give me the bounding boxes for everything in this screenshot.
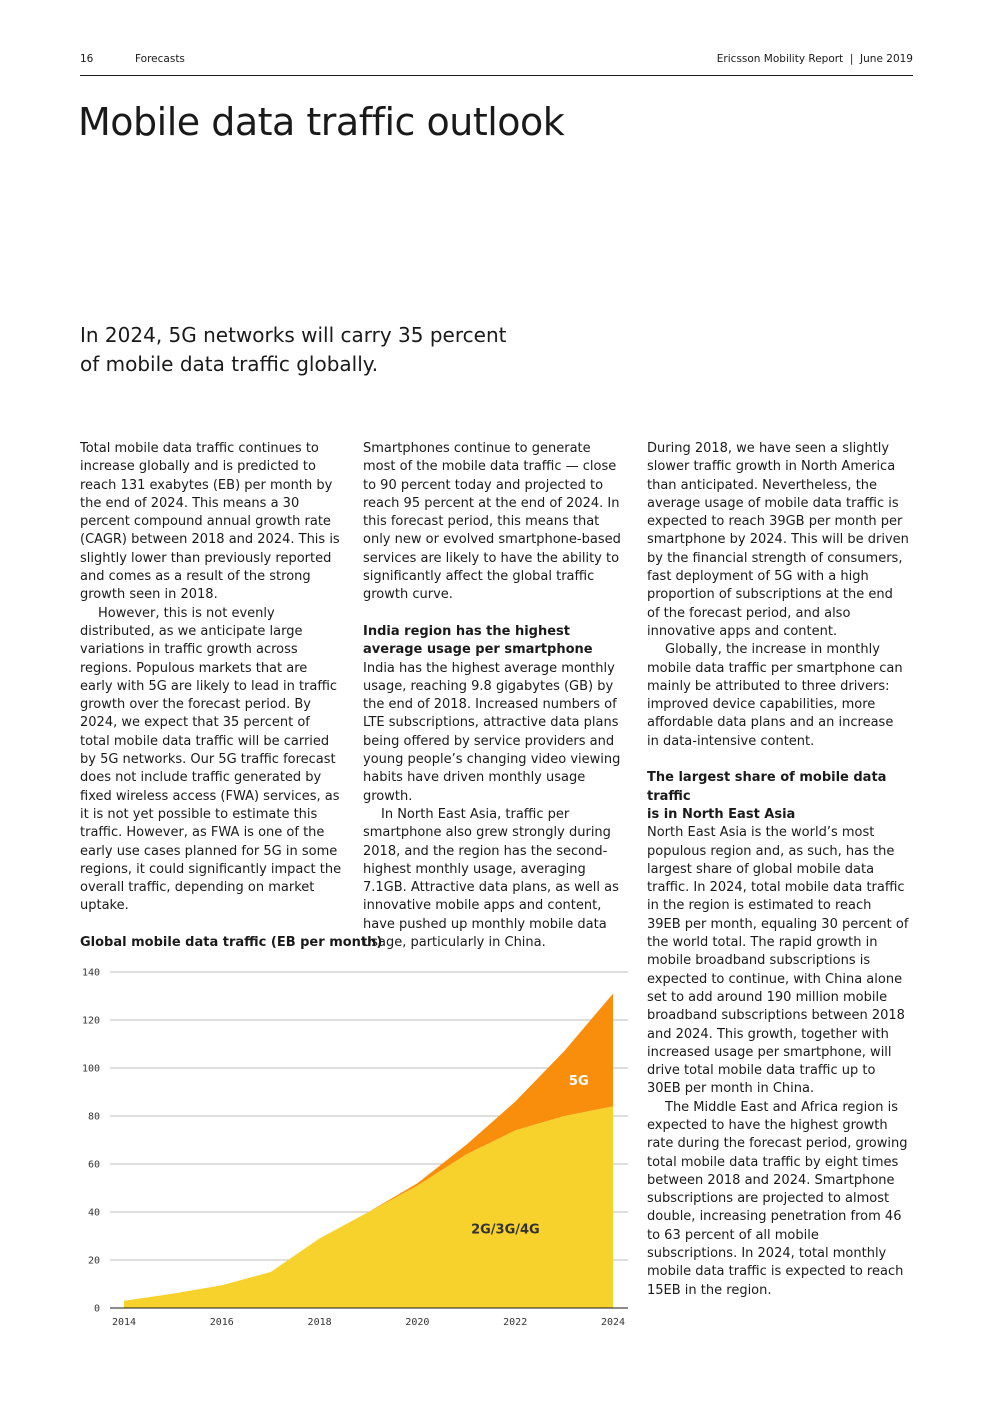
x-tick-label: 2022 — [503, 1317, 528, 1328]
paragraph: However, this is not evenly distributed, as we anticipate large variations in traffic growth across regions. Populous markets that are early with 5G are likely to lead in traffic growth over the forecast period. By 2024, we expect that 35 percent of total mobile data traffic will be carried by 5G networks. Our 5G traffic forecast does not include traffic generated by fixed wireless access (FWA) services, as it is not yet possible to estimate this traffic. However, as FWA is one of the early use cases planned for 5G in some regions, it could significantly impact the overall traffic, depending on market uptake. — [80, 605, 342, 914]
x-tick-label: 2024 — [600, 1317, 626, 1328]
section-heading — [363, 623, 625, 660]
traffic-area-chart — [70, 960, 640, 1340]
y-tick-label: 140 — [81, 967, 100, 979]
text-column-3 — [647, 440, 909, 1300]
paragraph: North East Asia is the world’s most populous region and, as such, has the largest share of global mobile data traffic. In 2024, total mobile data traffic in the region is estimated to reach 39EB per month, equaling 30 percent of the world total. The rapid growth in mobile broadband subscriptions is expected to continue, with China alone set to add around 190 million mobile broadband subscriptions between 2018 and 2024. This growth, together with increased usage per smartphone, will drive total mobile data traffic up to 30EB per month in China. — [647, 825, 909, 1097]
x-tick-label: 2014 — [111, 1317, 137, 1328]
y-tick-label: 60 — [87, 1159, 100, 1171]
heading-line-1: The largest share of mobile data traffic — [647, 770, 887, 804]
y-tick-label: 120 — [81, 1015, 100, 1027]
y-tick-label: 0 — [93, 1303, 100, 1315]
section-name: Forecasts — [135, 53, 185, 65]
paragraph: Total mobile data traffic continues to increase globally and is predicted to reach 131 exabytes (EB) per month by the end of 2024. This means a 30 percent compound annual growth rate (CAGR) between 2018 and 2024. This is slightly lower than previously reported and comes as a result of the strong growth seen in 2018. — [80, 441, 340, 603]
x-tick-label: 2020 — [405, 1317, 430, 1328]
report-name: Ericsson Mobility Report | June 2019 — [716, 53, 913, 65]
x-tick-label: 2016 — [209, 1317, 234, 1328]
series-label-5g: 5G — [568, 1073, 589, 1089]
subtitle-line-1: In 2024, 5G networks will carry 35 percent — [80, 323, 507, 347]
paragraph: India has the highest average monthly usage, reaching 9.8 gigabytes (GB) by the end of 2018. Increased numbers of LTE subscriptions, attractive data plans being offered by service providers and young people’s changing video viewing habits have driven monthly usage growth. — [363, 660, 621, 804]
heading-line-2: is in North East Asia — [647, 806, 796, 822]
heading-line-1: India region has the highest — [363, 623, 570, 639]
y-tick-label: 40 — [87, 1207, 100, 1219]
paragraph: During 2018, we have seen a slightly slower traffic growth in North America than anticipated. Nevertheless, the average usage of mobile data traffic is expected to reach 39GB per month per smartphone by 2024. This will be driven by the financial strength of consumers, fast deployment of 5G with a high proportion of subscriptions at the end of the forecast period, and also innovative apps and content. — [647, 441, 909, 639]
y-tick-label: 20 — [87, 1255, 100, 1267]
x-tick-label: 2018 — [307, 1317, 332, 1328]
text-column-1 — [80, 440, 342, 916]
y-tick-label: 80 — [87, 1111, 100, 1123]
page-title: Mobile data traffic outlook — [78, 100, 565, 144]
area-2g-3g-4g — [124, 1106, 613, 1308]
page-header — [80, 53, 913, 76]
paragraph: In North East Asia, traffic per smartphone also grew strongly during 2018, and the region has the second-highest monthly usage, averaging 7.1GB. Attractive data plans, as well as innovative mobile apps and content, have pushed up monthly mobile data usage, particularly in China. — [363, 806, 619, 951]
y-tick-label: 100 — [81, 1063, 100, 1075]
paragraph: Globally, the increase in monthly mobile data traffic per smartphone can mainly be attributed to three drivers: improved device capabilities, more affordable data plans and an increase in data-intensive content. — [647, 642, 903, 749]
subtitle — [80, 321, 510, 379]
chart-title: Global mobile data traffic (EB per month) — [80, 935, 383, 950]
page-number: 16 — [80, 53, 94, 65]
text-column-2 — [363, 440, 625, 952]
paragraph: The Middle East and Africa region is expected to have the highest growth rate during the forecast period, growing total mobile data traffic by eight times between 2018 and 2024. Smartphone subscriptions are projected to almost double, increasing penetration from 46 to 63 percent of all mobile subscriptions. In 2024, total monthly mobile data traffic is expected to reach 15EB in the region. — [647, 1099, 908, 1298]
subtitle-line-2: of mobile data traffic globally. — [80, 352, 379, 376]
series-label-2g3g4g: 2G/3G/4G — [471, 1222, 540, 1238]
paragraph: Smartphones continue to generate most of the mobile data traffic — close to 90 percent today and projected to reach 95 percent at the end of 2024. In this forecast period, this means that only new or evolved smartphone-based services are likely to have the ability to significantly affect the global traffic growth curve. — [363, 441, 621, 603]
heading-line-2: average usage per smartphone — [363, 642, 593, 658]
section-heading — [647, 769, 909, 824]
